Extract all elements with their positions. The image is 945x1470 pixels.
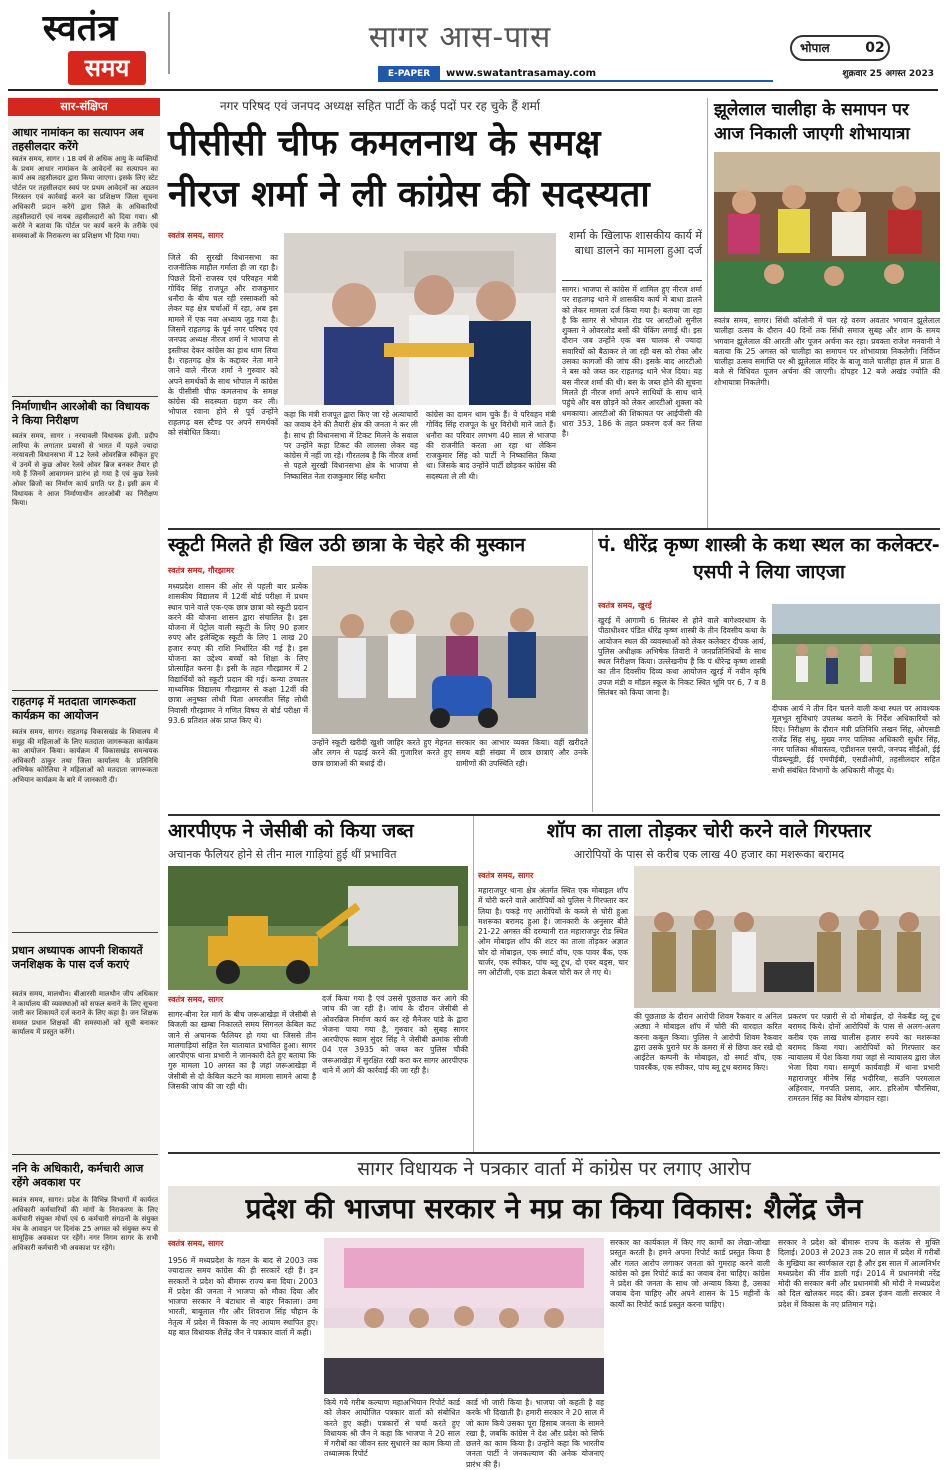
lead-kicker: नगर परिषद एवं जनपद अध्यक्ष सहित पार्टी के कई पदों पर रह चुके हैं शर्मा [220,99,540,113]
dhirendra-byline: स्वतंत्र समय, खुरई [598,601,652,610]
logo-wordmark: स्वतंत्र [42,7,118,49]
dhirendra-photo [772,604,940,700]
jain-photo [324,1238,604,1394]
lead-body: जिले की सुरखी विधानसभा का राजनीतिक माहौल गर्माता ही जा रहा है। पिछले दिनों राजस्व एवं परिवहन मंत्री गोविंद सिंह राजपूत और राजकुमार धनौरा के बीच चल रही रस्साकशी को लेकर यह क्षेत्र चर्चाओं में रहा, अब इस मामले में एक नया अध्याय जुड़ गया है। जिसमें राहतगढ़ के पूर्व नगर परिषद एवं जनपद अध्यक्ष नीरज शर्मा ने भाजपा से इस्तीफा देकर कांग्रेस का हाथ थाम लिया है। राहतगढ़ क्षेत्र के कद्दावर नेता माने जाने वाले नीरज शर्मा ने गुरुवार को अपने समर्थकों के साथ भोपाल में कांग्रेस के पीसीसी चीफ कमलनाथ के समक्ष कांग्रेस की सदस्यता ग्रहण कर ली। भोपाल रवाना होने से पूर्व उन्होंने राहतगढ़ बस स्टैण्ड पर अपने समर्थकों को संबोधित किया। [168,253,278,438]
theft-body: महाराजपुर थाना क्षेत्र अंतर्गत स्थित एक मोबाइल शॉप में चोरी करने वाले आरोपियों को पुलिस ने गिरफ्तार कर लिया है। पकड़े गए आरोपियों के कब्जे से चोरी हुआ मशरूका बरामद हुआ है। जानकारी के अनुसार बीते 21-22 अगस्त की दरम्यानी रात महाराजपुर रोड स्थित ओम मोबाइल शॉप की शटर का ताला तोड़कर अज्ञात चोर दो मोबाइल, एक स्मार्ट वॉच, एक पावर बैंक, एक चार्जर, एक स्पीकर, पांच ब्लू टूथ, दो एयर बड्स, चार नग ओटीजी, एक डाटा केबल चोरी कर ले गए थे। [478,886,628,978]
city-name: भोपाल [800,41,830,55]
dhirendra-caption: दीपक आर्य ने तीन दिन चलने वाली कथा स्थल पर आवश्यक मूलभूत सुविधाएं उपलब्ध कराने के निर्देश अधिकारियों को दिए। निरीक्षण के दौरान मंत्री प्रतिनिधि लखन सिंह, ओएसडी राजेंद्र सिंह संधू, मुख्य नगर पालिका अधिकारी सुधीर सिंह, नगर पालिका श्रीवास्तव, एडीशनल एसपी, जनपद सीईओ, ईई पीडब्ल्यूडी, ईई एमपीईबी, एसडीओपी, तहसीलदार सहित सभी संबंधित विभागों के अधिकारी मौजूद थे। [772,704,940,775]
jhulelal-body: स्वतंत्र समय, सागर। सिंधी कॉलोनी में चल रहे वरुण अवतार भगवान झूलेलाल चालीहा उत्सव के दौरान 40 दिनों तक सिंधी समाज सुबह और शाम के समय भगवान झूलेलाल की आरती और पूजन अर्चना कर रहा। प्रवक्ता राजेश मनवानी ने बताया कि 25 अगस्त को चालीहा का समापन पर शोभायात्रा निकलेगी। निर्विघ्न चालीहा उत्सव समाप्ति पर श्री झूलेलाल मंदिर के बाजू वाले चालीहा हाल में प्रातः 8 बजे से विधिवत पूजन अर्चना की जाएगी। दोपहर 12 बजे अखंड ज्योति की शोभायात्रा निकलेगी। [714,316,940,387]
section-rule [168,1152,940,1154]
theft-body: प्रकरण पर पन्नारी से दो मोबाईल, दो नेकबैंड व्लू टूथ बरामद किये। दोनों आरोपियों के पास से अलग-अलग करीब एक लाख चालीस हजार रुपये का मशरूका बरामद किया गया। आरोपियों को गिरफ्तार कर न्यायालय में पेश किया गया जहां से न्यायालय द्वारा जेल भेजा दिया गया। सम्पूर्ण कार्यवाही में थाना प्रभारी महाराजपुर मीनेष सिंह भदौरिया, सउनि परमलाल अहिरवार, गनपति प्रसाद, आर. हरिओम चौरसिया, रामरतन सिंह का विशेष योगदान रहा। [788,1012,940,1104]
masthead-bottom-rule [8,89,938,91]
vertical-rule [707,98,708,528]
sidebar-item-body: स्वतंत्र समय, सागर । नरयावली विधायक इंजी. प्रदीप लारिया के लगातार प्रयासों से भारत में पहले ज्यादा नरयावली विधानसभा में 12 रेलवे ओवरब्रिज स्वीकृत हुए थे उनमें से कुछ ओवर रेलवे ओवर ब्रिज बनकर तैयार हो गये हैं जिनमें आवागमन प्रारंभ हो गया है एवं कुछ रेलवे ओवर ब्रिजों का निर्माण कार्य प्रगति पर है। इसी क्रम में विधायक ने आज निर्माणाधीन आरओबी का निरीक्षण किया। [12,432,158,508]
scooty-caption: सरकार का आभार व्यक्त किया। वहीं खरीदते समय बड़ी संख्या में छात्र छात्राएं और उनके ग्रामीणों की उपस्थिति रही। [456,738,588,768]
rpf-headline[interactable]: आरपीएफ ने जेसीबी को किया जब्त [168,820,414,842]
theft-subheadline: आरोपियों के पास से करीब एक लाख 40 हजार का मशरूका बरामद [573,848,845,861]
jhulelal-photo [714,152,940,312]
theft-byline: स्वतंत्र समय, सागर [478,871,534,880]
jain-photo-image [324,1238,604,1394]
epaper-label: E-PAPER [378,66,440,82]
theft-photo [634,866,940,1008]
theft-headline[interactable]: शॉप का ताला तोड़कर चोरी करने वाले गिरफ्तार [546,820,872,842]
jain-body: सरकार ने प्रदेश को बीमारू राज्य के कलंक से मुक्ति दिलाई। 2003 से 2023 तक 20 साल में प्रदेश में गरीबों के मुखिया का स्वर्णकाल रहा है और इस साल में आत्मनिर्भर मध्यप्रदेश की नींव डाली गई। 2014 में प्रधानमंत्री नरेंद्र मोदी की सरकार बनी और प्रधानमंत्री श्री मोदी ने मध्यप्रदेश को दिल खोलकर मदद की। डबल इंजन वाली सरकार ने प्रदेश में विकास के नए प्रतिमान गढ़े। [778,1238,940,1309]
sidebar-item-body: स्वतंत्र समय, मालथौन। बीआरसी मालथौन जीप अधिकार ने कार्यालय की व्यवस्थाओं को सफल बनाने के लिए सूचना जारी कर शिकायतें दर्ज कराने के लिए कहा है। जन शिक्षक समस्त प्रधान शिक्षकों की समस्याओं को सूची बनाकर कार्यालय में प्रस्तुत करेंगे। [12,990,158,1037]
lead-photo-image [284,233,556,405]
theft-body: की पूछताछ के दौरान आरोपी शिवम रैकवार व अनिल अठ्या ने मोबाइल शॉप में चोरी की वारदात करित करना कबूल किया। पुलिस ने आरोपी शिवम रैकवार द्वारा उसके पुराने घर के कमरा में से छिपा कर रखे दो आईटेल कम्पनी के मोबाइल, दो स्मार्ट वॉच, एक पावरबैंक, एक स्पीकर, पांच ब्लू टूथ बरामद किए। [634,1012,782,1073]
vertical-rule [473,816,474,1152]
sidebar-item-headline[interactable]: ननि के अधिकारी, कर्मचारी आज रहेंगे अवकाश पर [12,1162,144,1189]
sidebar-item-body: स्वतंत्र समय, सागर । 18 वर्ष से अधिक आयु के व्यक्तियों के प्रथम आधार नामांकन के आवेदनों का सत्यापन का कार्य अब तहसीलदार द्वारा किया जाएगा। इसके लिए स्टेट पोर्टल पर तहसीलदार स्वयं पर प्रथम आवेदनों का अद्यतन निरस्तन एवं कार्रवाई करने का प्रशिक्षण जिला सूचना अधिकारी प्रदान करेंगे द्वारा जिले के अधिकारियों तहसीलदारों एवं नायब तहसीलदारों को दिया गया। श्री करोरे ने बताया कि पोर्टल पर कार्य करने के तरीके एवं समस्याओं के निराकरण का प्रशिक्षण भी दिया गया। [12,155,158,240]
theft-photo-image [634,866,940,1008]
lead-headline[interactable]: पीसीसी चीफ कमलनाथ के समक्ष [168,122,601,164]
jain-byline: स्वतंत्र समय, सागर [168,1239,224,1248]
sidebar-item-body: स्वतंत्र समय, सागर। प्रदेश के विभिन्न विभागों में कार्यरत अधिकारी कर्मचारियों की मांगों के निराकरण के लिए कर्मचारी संयुक्त मोर्चा एवं 6 कर्मचारी संगठनों के संयुक्त मंच के आवाहन पर दिनांक 25 अगस्त को संयुक्त रूप से सामूहिक अवकाश पर रहेंगे। नगर निगम सागर के सभी अधिकारी कर्मचारी भी अवकाश पर रहेंगे। [12,1196,158,1252]
sidebar-item-body: स्वतंत्र समय, सागर। राहतगढ़ विकासखंड के शिवालय में समूह की महिलाओं के लिए मतदाता जागरूकता कार्यक्रम का आयोजन किया। कार्यक्रम में विकासखंड समन्वयक अधिकारी ठाकुर तथा जिला कार्यालय के प्रतिनिधि अभिषेक कोरेलिया ने महिलाओं को मतदाता जागरूकता अभियान कार्यक्रम के बारे में जानकारी दी। [12,728,158,784]
section-rule [168,814,940,816]
jain-body: सरकार का कार्यकाल में किए गए कामों का लेखा-जोखा प्रस्तुत करती है। हमने अपना रिपोर्ट कार्ड प्रस्तुत किया है और गलत आरोप लगाकर जनता को गुमराह करने वाली कांग्रेस को इस रिपोर्ट कार्ड का जवाब देना चाहिए। कांग्रेस ने प्रदेश की जनता के साथ जो अन्याय किया है, उसका जवाब देना चाहिए और अपने शासन के 15 महीनों के कार्यों का रिपोर्ट कार्ड प्रस्तुत करना चाहिए। [610,1238,770,1309]
sidebar-title: सार-संक्षिप्त [8,98,160,116]
lead-byline: स्वतंत्र समय, सागर [168,231,224,240]
lead-side-body: सागर। भाजपा से कांग्रेस में शामिल हुए नीरज शर्मा पर राहतगढ़ थाने में शासकीय कार्य में बाधा डालने को लेकर मामला दर्ज किया गया है। बताया जा रहा है कि सागर से भोपाल रोड पर आरटीओ सुनील शुक्ला ने ओवरलोड बसों की चेकिंग लगाई थी। इस दौरान जब उन्होंने एक बस चालक से ज्यादा सवारियों को बैठाकर ले जा रही बस को रोका और उसका कागजों की जांच की। इसके बाद आरटीओ ने बस को जब्त कर राहतगढ़ थाने भेज दिया। यह बस नीरज शर्मा की थी। बस के जब्त होने की सूचना मिलते ही नीरज शर्मा अपने साथियों के साथ थाने पहुंचे और बस छोड़ने को लेकर आरटीओ शुक्ला को धमकाया। आरटीओ की शिकायत पर आईपीसी की धारा 353, 186 के तहत प्रकरण दर्ज कर लिया है। [562,285,702,439]
lead-photo [284,233,556,405]
lead-side-box-title: शर्मा के खिलाफ शासकीय कार्य में बाधा डालने का मामला हुआ दर्ज [568,229,702,257]
jain-headline[interactable]: प्रदेश की भाजपा सरकार ने मप्र का किया विकास: शैलेंद्र जैन [245,1192,863,1225]
sidebar-item-headline[interactable]: प्रधान अध्यापक आपनी शिकायतें जनशिक्षक के पास दर्ज कराएं [12,944,143,971]
section-rule [168,528,940,530]
page-number: 02 [865,40,885,56]
jain-body: 1956 में मध्यप्रदेश के गठन के बाद से 2003 तक ज्यादातर समय कांग्रेस की ही सरकारें रही हैं। इन सरकारों ने प्रदेश को बीमारू राज्य बना दिया। 2003 में प्रदेश की जनता ने भाजपा को मौका दिया और भाजपा सरकार ने बंटाधार से बाहर निकाला। उमा भारती, बाबूलाल गौर और शिवराज सिंह चौहान के नेतृत्व में प्रदेश में विकास के नए आयाम स्थापित हुए। यह बात विधायक शैलेंद्र जैन ने पत्रकार वार्ता में कही। [168,1256,318,1338]
rpf-body: दर्ज किया गया है एवं उससे पूछताछ कर आगे की जांच की जा रही है। जांच के दौरान जेसीबी से ओवरब्रिज निर्माण कार्य कर रहे मैनेजर पांडे के द्वारा भेजना पाया गया है, गुरुवार को सुबह सागर आरपीएफ स्वाम सुंदर सिंह ने जेसीबी क्रमांक सीजी 04 एल 3935 को जब्त कर पुलिस चौकी जरूआखेड़ा में सुरक्षित रखी करा कर सागर आरपीएफ थाने में आगे की कार्रवाई की जा रही है। [322,994,468,1076]
scooty-byline: स्वतंत्र समय, गौरझामर [168,566,235,575]
section-title: सागर आस-पास [368,20,552,55]
lead-body: कांग्रेस का दामन थाम चुके हैं। वे परिवहन मंत्री गोविंद सिंह राजपूत के धुर विरोधी माने जाते हैं। धनौरा का परिवार लगभग 40 साल से भाजपा की राजनीति करता आ रहा था लेकिन राजकुमार सिंह को पार्टी ने निष्कासित किया था। जिसके बाद उन्होंने पार्टी छोड़कर कांग्रेस की सदस्यता ले ली थी। [426,410,556,481]
rpf-photo-image [168,866,468,990]
scooty-body: मध्यप्रदेश शासन की ओर से पहली बार प्रत्येक शासकीय विद्यालय में 12वीं बोर्ड परीक्षा में प्रथम स्थान पाने वाले एक-एक छात्र छात्रा को स्कूटी प्रदान करने की योजना शासन द्वारा संचालित है। इस योजना में पेट्रोल वाली स्कूटी के लिए 90 हजार रुपए और इलेक्ट्रिक स्कूटी के लिए 1 लाख 20 हजार रुपए की राशि निर्धारित की गई है। इस योजना का उद्देश्य बच्चों को शिक्षा के लिए प्रोत्साहित करना है। इसी के तहत गौरझामर में 2 विद्यार्थियों को स्कूटी प्रदान की गई। कन्या उच्चतर माध्यमिक विद्यालय गौरझामर से कक्षा 12वीं की छात्रा अनुष्का लोधी पिता अमरजीत सिंह लोधी निवासी गौरझामर ने गणित विषय से बोर्ड परीक्षा में 93.6 प्रतिशत अंक प्राप्त किए थे। [168,582,308,725]
jain-body: किये गये गरीब कल्याण महाअभियान रिपोर्ट कार्ड को लेकर आयोजित पत्रकार वार्ता को संबोधित करते हुए कही। पत्रकारों से चर्चा करते हुए विधायक श्री जैन ने कहा कि भाजपा ने 20 साल में गरीबों का जीवन स्तर सुधारने का काम किया तो तथ्यात्मक रिपोर्ट [324,1398,460,1459]
dhirendra-headline[interactable]: पं. धीरेंद्र कृष्ण शास्त्री के कथा स्थल का कलेक्टर-एसपी ने लिया जाएजा [598,534,940,583]
site-url[interactable]: www.swatantrasamay.com [446,68,597,79]
vertical-rule [592,530,593,812]
scooty-photo-image [312,566,588,734]
logo-subword: समय [84,53,130,82]
jhulelal-photo-image [714,152,940,312]
sidebar-item-headline[interactable]: आधार नामांकन का सत्यापन अब तहसीलदार करेंगे [12,126,144,153]
jain-kicker: सागर विधायक ने पत्रकार वार्ता में कांग्रेस पर लगाए आरोप [357,1158,751,1180]
lead-headline[interactable]: नीरज शर्मा ने ली कांग्रेस की सदस्यता [168,173,650,215]
rpf-body: सागर-बीना रेल मार्ग के बीच जरूआखेड़ा में जेसीबी से बिजली का खम्बा निकालते समय सिगनल केबिल कट जाने से अचानक फैलियर हो गया था जिससे तीन मालगाड़ियां सहित रेल यातायात प्रभावित हुआ। सागर आरपीएफ थाना प्रभारी ने जानकारी देते हुए बताया कि गुरु मामला 10 अगस्त का है जहां जरूआखेड़ा में जेसीबी से दो केबिल कटने का मामला सामने आया है जिसकी जांच की जा रही थी। [168,1010,316,1092]
sidebar-item-headline[interactable]: राहतगढ़ में मतदाता जागरूकता कार्यक्रम का आयोजन [12,695,136,722]
scooty-headline[interactable]: स्कूटी मिलते ही खिल उठी छात्रा के चेहरे की मुस्कान [168,534,526,556]
jain-body: कार्ड भी जारी किया है। भाजपा जो कहती है वह करके भी दिखाती है। हमारी सरकार ने 20 साल में जो काम किये उसका पूरा हिसाब जनता के सामने रखा है, जबकि कांग्रेस ने देश और प्रदेश को सिर्फ छलने का काम किया है। उन्होंने कहा कि भारतीय जनता पार्टी ने जनकल्याण की अनेक योजनाएं प्रारंभ की हैं। [466,1398,604,1469]
issue-date: शुक्रवार 25 अगस्त 2023 [842,69,934,79]
rpf-photo [168,866,468,990]
lead-body: कहा कि मंत्री राजपूत द्वारा किए जा रहे अत्याचारों का जवाब देने की तैयारी क्षेत्र की जनता ने कर ली है। साथ ही विधानसभा में टिकट मिलने के सवाल पर उन्होंने कहा टिकट की लालसा लेकर वह कांग्रेस में नहीं जा रहे। गौरतलब है कि नीरज शर्मा से पहले सुरखी विधानसभा क्षेत्र के भाजपा से निष्कासित नेता राजकुमार सिंह धनौरा [284,410,418,481]
sidebar-divider [12,396,158,397]
sidebar-divider [12,932,158,933]
rpf-subheadline: अचानक फैलियर होने से तीन माल गाड़ियां हुई थीं प्रभावित [168,848,397,861]
sidebar-divider [12,690,158,691]
dhirendra-photo-image [772,604,940,700]
scooty-photo [312,566,588,734]
scooty-caption: उन्होंने स्कूटी खरीदी खुशी जाहिर करते हुए मेहनत और लगन से पढ़ाई करने की गुजारिश करते हुए छात्र छात्राओं की बधाई दी। [312,738,452,768]
side-box-rule [562,280,702,281]
jhulelal-headline[interactable]: झूलेलाल चालीहा के समापन पर आज निकाली जाएगी शोभायात्रा [714,100,910,144]
dhirendra-body: खुरई में आगामी 6 सितंबर से होने वाले बागेश्वरधाम के पीठाधीश्वर पंडित धीरेंद्र कृष्ण शास्त्री के तीन दिवसीय कथा के आयोजन स्थल की व्यवस्थाओं को लेकर कलेक्टर दीपक आर्य, पुलिस अधीक्षक अभिषेक तिवारी ने जनप्रतिनिधियों के साथ स्थल निरीक्षण किया। उल्लेखनीय है कि पं धीरेन्द्र कृष्ण शास्त्री का तीन दिवसीय दिव्य कथा आयोजन खुरई में नवीन कृषि उपज मंडी व मॉडल स्कूल के निकट स्थित भूमि पर 6, 7 व 8 सितंबर को किया जाना है। [598,616,766,698]
sidebar-item-headline[interactable]: निर्माणाधीन आरओबी का विधायक ने किया निरीक्षण [12,400,150,427]
masthead-rule [168,12,170,74]
sidebar-divider [12,1154,158,1155]
rpf-byline: स्वतंत्र समय, सागर [168,995,224,1004]
